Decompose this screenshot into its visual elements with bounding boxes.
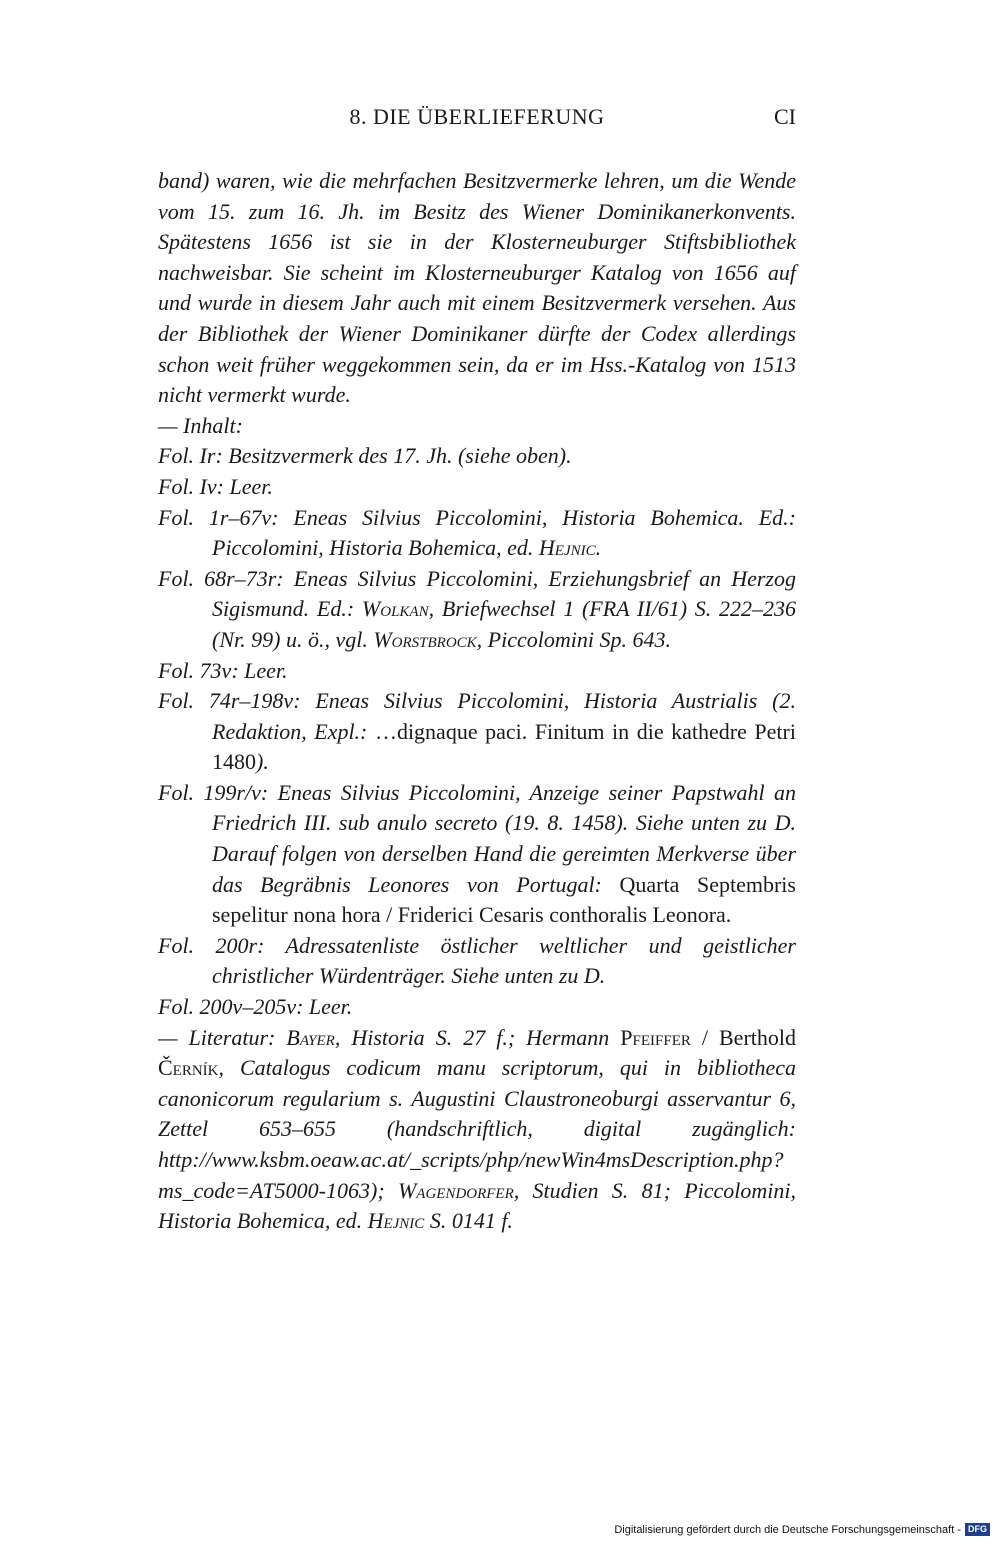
page-number: CI <box>774 104 796 129</box>
entry-text: Fol. 199r/v: Eneas Silvius Piccolomini, Anzeige seiner Papstwahl an Friedrich III. sub anulo secreto (19. 8. 1458). Siehe unten zu D. Darauf folgen von derselben Hand die gereimten Merkverse über das Begräbnis Leonores von Portugal: <box>158 779 796 897</box>
folio-entry-ir: Fol. Ir: Besitzvermerk des 17. Jh. (siehe oben). <box>158 443 572 469</box>
digitization-footer <box>614 1523 990 1536</box>
author-name: Černík <box>158 1055 219 1081</box>
author-name: Pfeiffer <box>620 1024 691 1050</box>
entry-text: , Piccolomini Sp. 643. <box>476 626 671 652</box>
main-text <box>158 166 796 1237</box>
author-name: Wolkan <box>361 596 429 622</box>
dfg-logo: DFG <box>965 1523 990 1536</box>
running-head <box>158 104 796 138</box>
author-name: Hejnic <box>538 535 596 561</box>
literatur-text: — Literatur: <box>158 1024 287 1050</box>
literatur-text: , Historia S. 27 f.; Hermann <box>334 1024 621 1050</box>
author-name: Worstbrock <box>373 626 477 652</box>
folio-entry-74r-198v <box>158 686 796 778</box>
literatur-text: / Berthold <box>690 1024 796 1050</box>
intro-paragraph: band) waren, wie die mehrfachen Besitzvermerke lehren, um die Wende vom 15. zum 16. Jh. im Besitz des Wiener Dominikanerkonvents. Spätestens 1656 ist sie in der Klosterneuburger Stiftsbibliothek nachweisbar. Sie scheint im Klosterneuburger Katalog von 1656 auf und wurde in diesem Jahr auch mit einem Besitzvermerk versehen. Aus der Bibliothek der Wiener Dominikaner dürfte der Codex allerdings schon weit früher weggekommen sein, da er im Hss.-Katalog von 1513 nicht vermerkt wurde. <box>158 168 796 408</box>
folio-entry-200r: Fol. 200r: Adressatenliste östlicher weltlicher und geistlicher christlicher Würdenträger. Siehe unten zu D. <box>158 932 796 989</box>
folio-entry-73v: Fol. 73v: Leer. <box>158 657 288 683</box>
literatur-paragraph <box>158 1023 796 1237</box>
author-name: Hejnic <box>367 1208 425 1234</box>
entry-text: , Briefwechsel 1 (FRA II/61) S. 222–236 (Nr. 99) u. ö., vgl. <box>212 596 796 652</box>
entry-text: Fol. 68r–73r: Eneas Silvius Piccolomini, Erziehungsbrief an Herzog Sigismund. Ed.: <box>158 565 796 622</box>
entry-text: Fol. 74r–198v: Eneas Silvius Piccolomini, Historia Austrialis (2. Redaktion, Expl.: <box>158 688 796 744</box>
literatur-text: S. 0141 f. <box>424 1208 513 1234</box>
author-name: Wagendorfer <box>397 1177 514 1203</box>
folio-entry-200v-205v: Fol. 200v–205v: Leer. <box>158 994 353 1020</box>
footer-text: Digitalisierung gefördert durch die Deutsche Forschungsgemeinschaft - <box>614 1523 961 1536</box>
latin-quote: Quarta Septembris sepelitur nona hora / Friderici Cesaris conthoralis Leonora. <box>212 871 796 928</box>
inhalt-label: — Inhalt: <box>158 412 243 438</box>
folio-entry-199r-v <box>158 778 796 931</box>
entry-text: ). <box>256 749 269 775</box>
literatur-text: , Studien S. 81; Piccolomini, Historia Bohemica, ed. <box>158 1177 796 1234</box>
literatur-text: , Catalogus codicum manu scriptorum, qui in bibliotheca canonicorum regularium s. Augustini Claustroneoburgi asservantur 6, Zettel 653–655 (handschriftlich, digital zugänglich: http://www.ksbm.oeaw.ac.at/_scripts/php/newWin4msDescription.php?ms_code=AT5000-1063); <box>158 1055 796 1203</box>
entry-text: . <box>595 535 602 561</box>
entry-text: Fol. 1r–67v: Eneas Silvius Piccolomini, Historia Bohemica. Ed.: Piccolomini, Historia Bohemica, ed. <box>158 504 796 561</box>
running-title: 8. DIE ÜBERLIEFERUNG <box>349 104 605 129</box>
folio-entry-1r-67v <box>158 503 796 564</box>
folio-entry-iv: Fol. Iv: Leer. <box>158 473 273 499</box>
author-name: Bayer <box>286 1024 335 1050</box>
latin-quote: …dignaque paci. Finitum in die kathedre Petri 1480 <box>212 718 796 775</box>
folio-entry-68r-73r <box>158 564 796 656</box>
